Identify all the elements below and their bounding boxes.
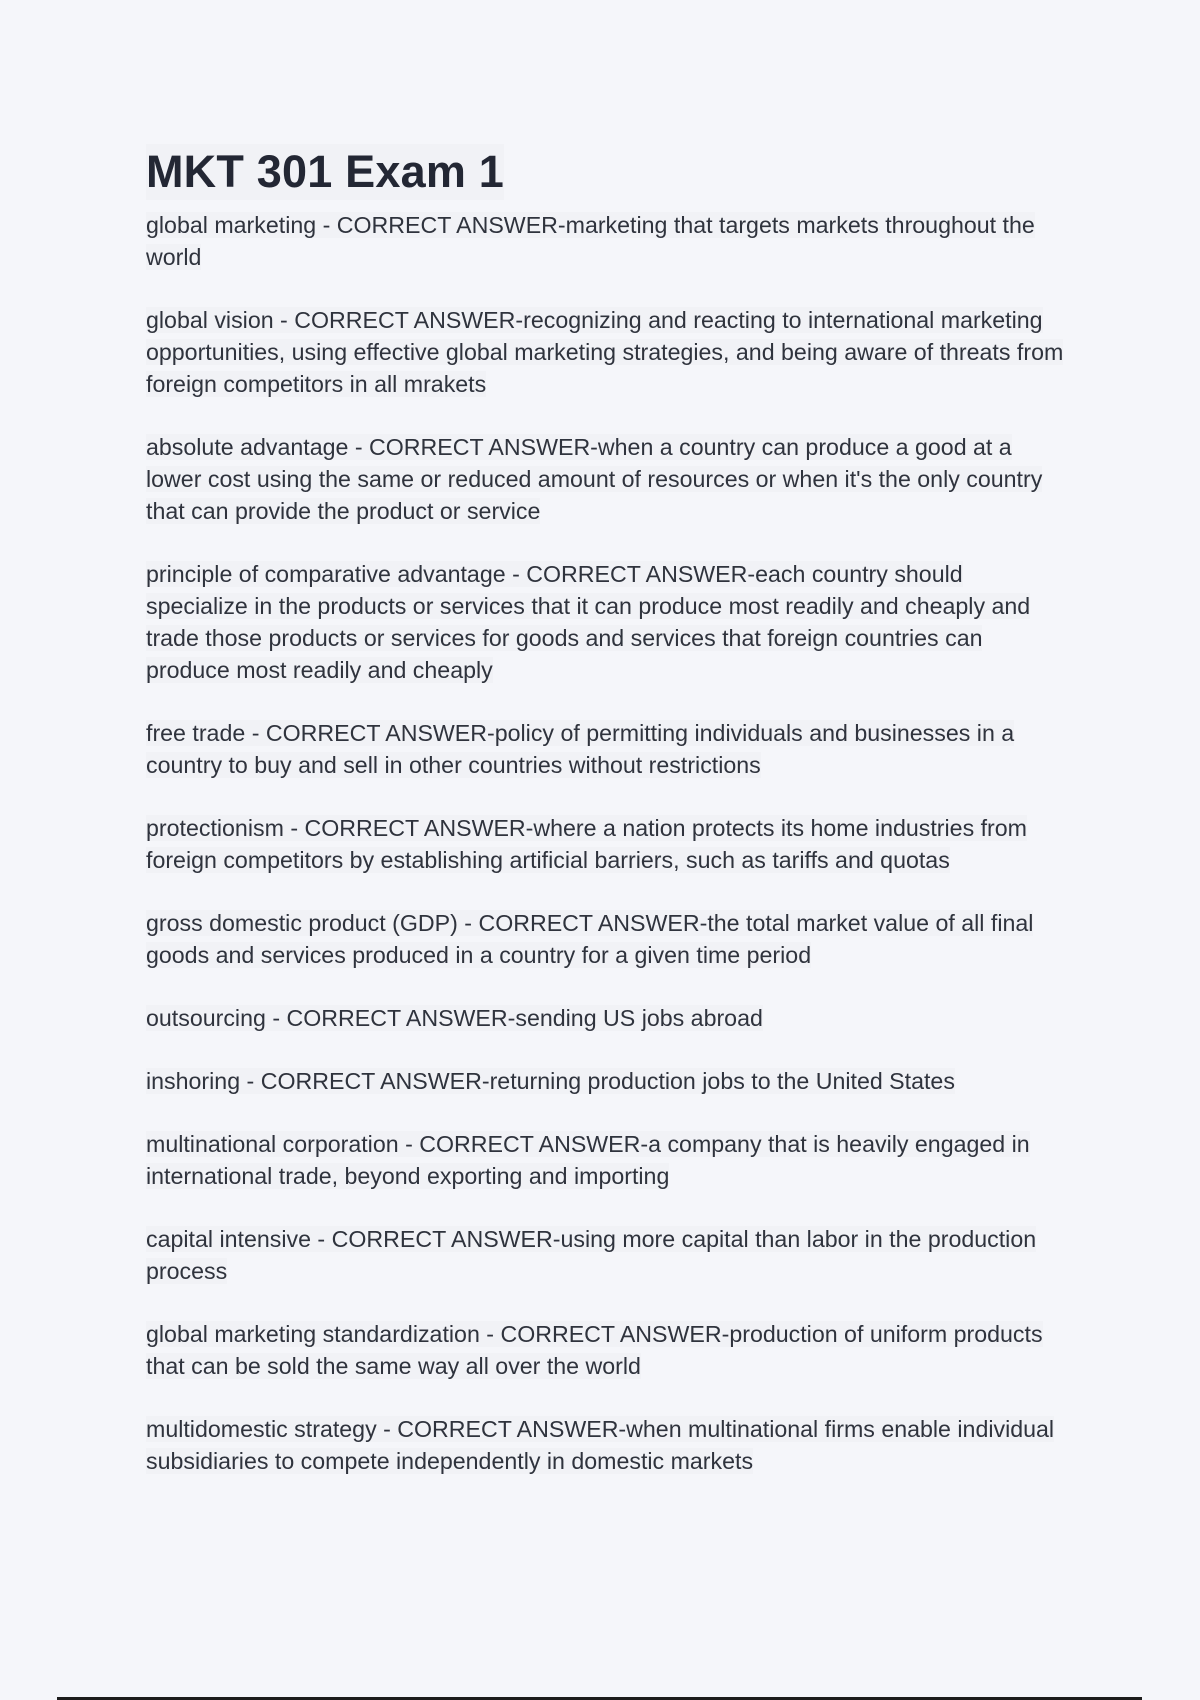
entry: multinational corporation - CORRECT ANSWER-a company that is heavily engaged in international trade, beyond exporting and importing [146,1131,1030,1189]
entry: global marketing standardization - CORRECT ANSWER-production of uniform products that can be sold the same way all over the world [146,1321,1043,1379]
entry: multidomestic strategy - CORRECT ANSWER-when multinational firms enable individual subsidiaries to compete independently in domestic markets [146,1416,1055,1474]
entry: capital intensive - CORRECT ANSWER-using more capital than labor in the production process [146,1226,1037,1284]
entry: inshoring - CORRECT ANSWER-returning production jobs to the United States [146,1068,955,1094]
entry: principle of comparative advantage - CORRECT ANSWER-each country should specialize in the products or services that it can produce most readily and cheaply and trade those products or services for goods and services that foreign countries can produce most readily and cheaply [146,561,1031,683]
entry: gross domestic product (GDP) - CORRECT ANSWER-the total market value of all final goods and services produced in a country for a given time period [146,910,1034,968]
entry: outsourcing - CORRECT ANSWER-sending US jobs abroad [146,1005,763,1031]
entry: global vision - CORRECT ANSWER-recognizing and reacting to international marketing opportunities, using effective global marketing strategies, and being aware of threats from foreign competitors in all mrakets [146,307,1064,397]
entry: global marketing - CORRECT ANSWER-marketing that targets markets throughout the world [146,212,1035,270]
document-title: MKT 301 Exam 1 [146,144,504,200]
entry: protectionism - CORRECT ANSWER-where a nation protects its home industries from foreign competitors by establishing artificial barriers, such as tariffs and quotas [146,815,1027,873]
entry-list [146,209,1066,1508]
entry: free trade - CORRECT ANSWER-policy of permitting individuals and businesses in a country to buy and sell in other countries without restrictions [146,720,1015,778]
entry: absolute advantage - CORRECT ANSWER-when a country can produce a good at a lower cost using the same or reduced amount of resources or when it's the only country that can provide the product or service [146,434,1043,524]
